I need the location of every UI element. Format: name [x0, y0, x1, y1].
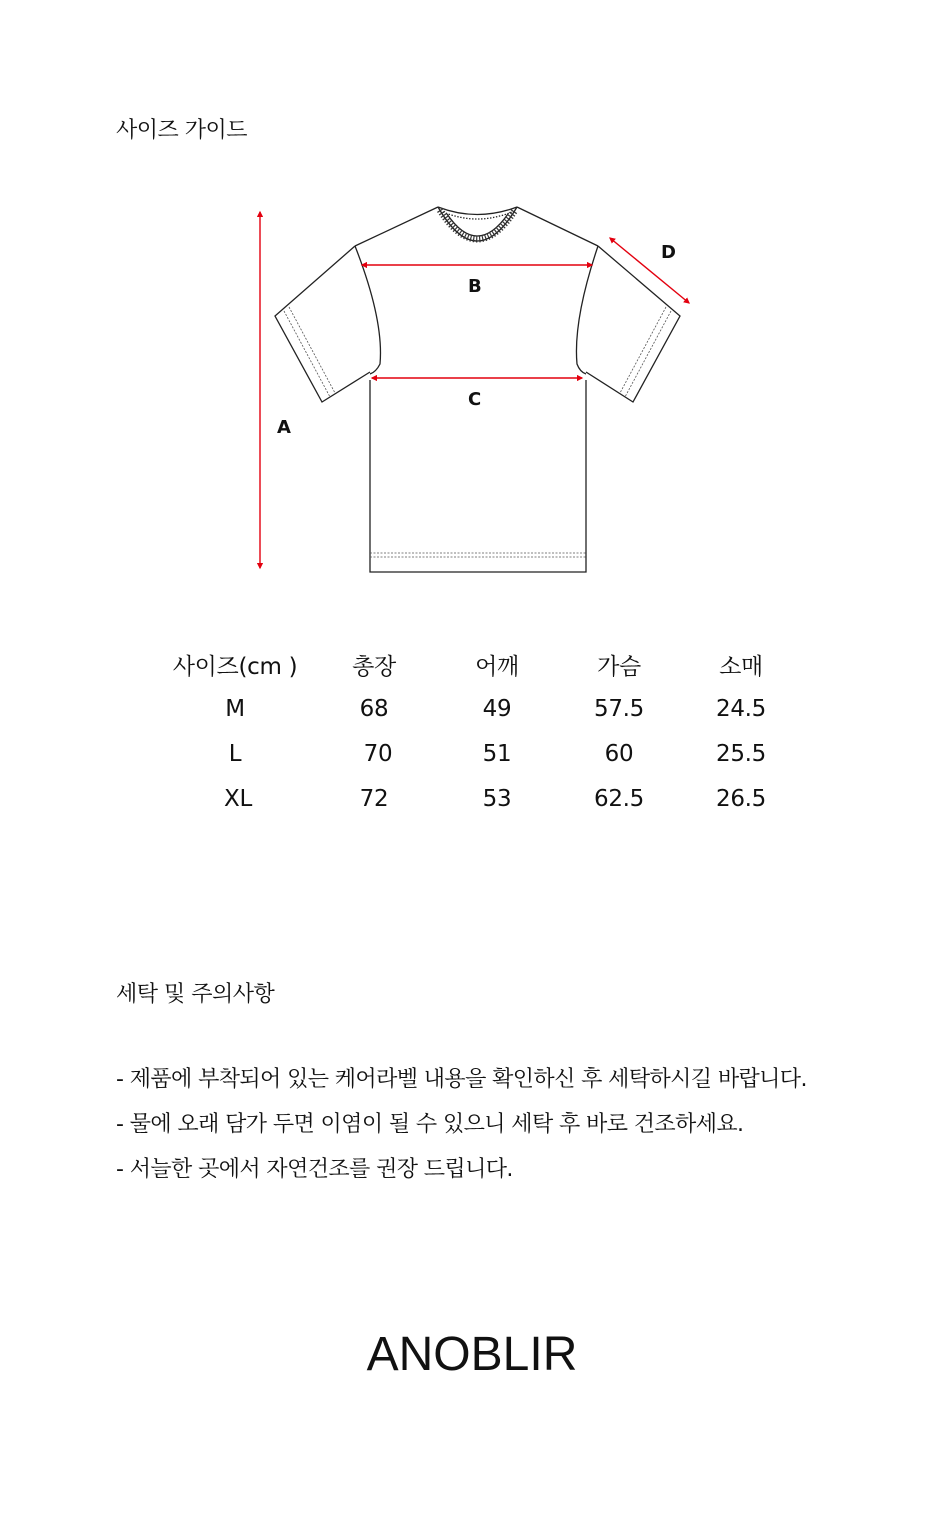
table-row: [170, 786, 790, 831]
dim-label-b: B: [468, 276, 482, 297]
size-label: L: [228, 741, 242, 767]
length-value: 72: [359, 786, 389, 812]
sleeve-arrow: [610, 238, 689, 303]
size-table-header: [170, 648, 790, 693]
care-title: 세탁 및 주의사항: [116, 982, 275, 1007]
dim-label-a: A: [277, 417, 291, 438]
sleeve-value: 25.5: [715, 741, 766, 767]
list-item: - 물에 오래 담가 두면 이염이 될 수 있으니 세탁 후 바로 건조하세요.: [116, 1112, 744, 1137]
brand-logo-text: ANOBLIR: [366, 1328, 578, 1381]
header-length: 총장: [352, 654, 396, 680]
size-label: M: [225, 696, 245, 722]
shoulder-value: 53: [482, 786, 512, 812]
stitching: [284, 307, 671, 557]
header-sleeve: 소매: [719, 654, 763, 680]
list-item: - 서늘한 곳에서 자연건조를 권장 드립니다.: [116, 1157, 513, 1182]
care-list: [116, 1064, 807, 1199]
shoulder-value: 49: [482, 696, 512, 722]
chest-value: 60: [604, 741, 634, 767]
list-item: - 제품에 부착되어 있는 케어라벨 내용을 확인하신 후 세탁하시길 바랍니다.: [116, 1067, 807, 1092]
header-chest: 가슴: [597, 654, 641, 680]
length-value: 68: [359, 696, 389, 722]
dim-label-c: C: [468, 389, 482, 410]
tshirt-size-diagram: [0, 0, 950, 620]
size-guide-title: 사이즈 가이드: [116, 118, 248, 143]
table-row: [170, 696, 790, 741]
header-shoulder: 어깨: [475, 654, 519, 680]
length-value: 70: [363, 741, 393, 767]
sleeve-value: 24.5: [715, 696, 766, 722]
header-size: 사이즈(cm ): [172, 654, 298, 680]
sleeve-value: 26.5: [715, 786, 766, 812]
chest-value: 57.5: [593, 696, 644, 722]
size-label: XL: [224, 786, 252, 812]
table-row: [170, 741, 790, 786]
shoulder-value: 51: [482, 741, 512, 767]
dim-label-d: D: [661, 242, 676, 263]
chest-value: 62.5: [593, 786, 644, 812]
